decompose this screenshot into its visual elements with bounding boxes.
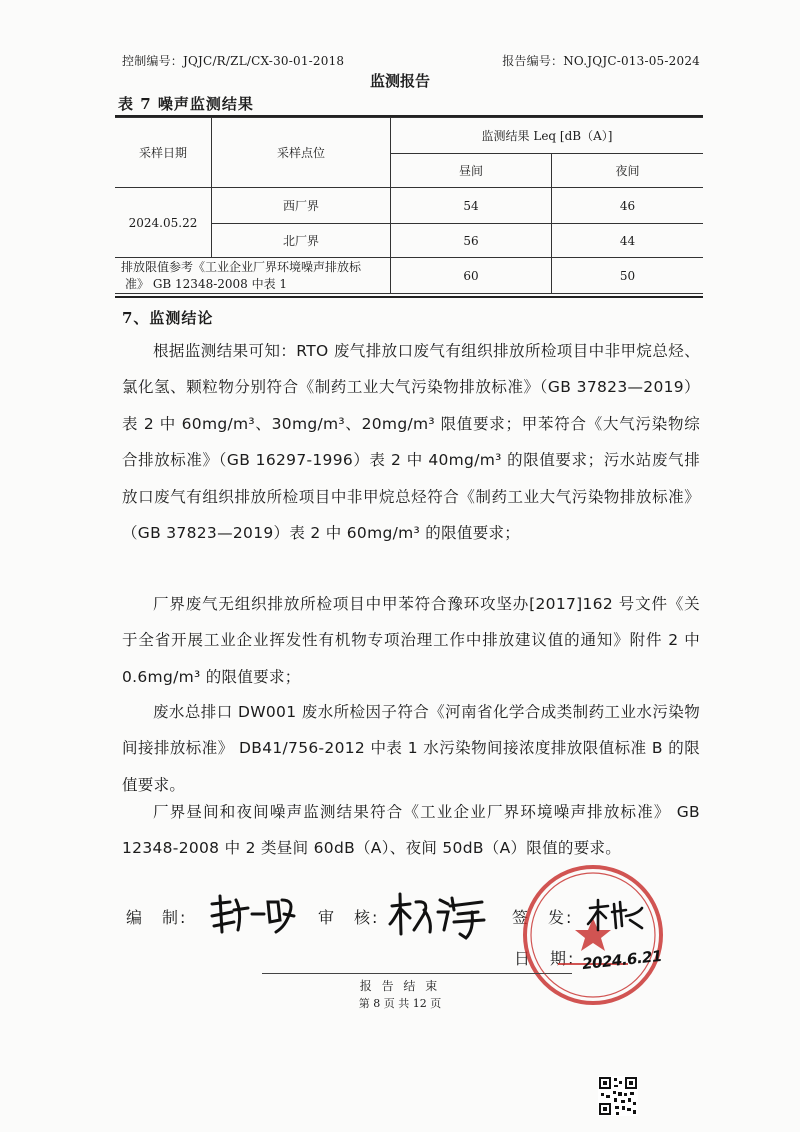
sign-date-value: 2024.6.21 [581, 946, 663, 974]
control-number: 控制编号：JQJC/R/ZL/CX-30-01-2018 [122, 54, 345, 68]
table-bottom-rule [115, 296, 703, 298]
compiler-signature [208, 892, 298, 938]
col-result-header: 监测结果 Leq [dB（A）] [391, 118, 704, 154]
table-row [115, 188, 703, 224]
conclusion-paragraph-2: 厂界废气无组织排放所检项目中甲苯符合豫环攻坚办[2017]162 号文件《关于全省开展工业企业挥发性有机物专项治理工作中排放建议值的通知》附件 2 中 0.6mg/m³ 的限值要求； [122, 595, 700, 686]
point-cell: 西厂界 [212, 188, 391, 224]
report-end-text: 报 告 结 束 [359, 979, 441, 993]
conclusion-paragraph-3: 废水总排口 DW001 废水所检因子符合《河南省化学合成类制药工业水污染物间接排放标准》 DB41/756-2012 中表 1 水污染物间接浓度排放限值标准 B 的限值要求。 [122, 703, 700, 794]
col-night-header: 夜间 [552, 154, 704, 188]
noise-results-table [115, 117, 703, 294]
col-point-header: 采样点位 [212, 118, 391, 188]
limit-night-value: 50 [552, 258, 704, 294]
issuer-label: 签 发: [512, 908, 574, 927]
limit-label-line-1: 排放限值参考《工业企业厂界环境噪声排放标 [121, 259, 362, 274]
page-number: 第 8 页 共 12 页 [358, 997, 442, 1010]
table-header-row [115, 118, 703, 154]
conclusion-paragraph-1: 根据监测结果可知：RTO 废气排放口废气有组织排放所检项目中非甲烷总烃、氯化氢、颗粒物分别符合《制药工业大气污染物排放标准》（GB 37823—2019）表 2 中 60mg/m³、30mg/m³、20mg/m³ 限值要求；甲苯符合《大气污染物综合排放标准》（GB 16297-1996）表 2 中 40mg/m³ 的限值要求；污水站废气排放口废气有组织排放所检项目中非甲烷总烃符合《制药工业大气污染物排放标准》（GB 37823—2019）表 2 中 60mg/m³ 的限值要求； [122, 342, 700, 543]
sample-date: 2024.05.22 [115, 188, 212, 258]
issuer-signature [586, 898, 646, 934]
qr-code [598, 1076, 638, 1116]
night-value: 46 [552, 188, 704, 224]
report-title: 监测报告 [369, 72, 430, 90]
report-number: 报告编号：NO.JQJC-013-05-2024 [502, 54, 700, 68]
reviewer-signature [388, 890, 488, 944]
reviewer-label: 审 核: [318, 908, 380, 927]
day-value: 54 [391, 188, 552, 224]
limit-day-value: 60 [391, 258, 552, 294]
date-label: 日 期: [514, 949, 576, 968]
point-cell: 北厂界 [212, 224, 391, 258]
limit-label [115, 258, 391, 294]
footer-rule [262, 973, 572, 974]
night-value: 44 [552, 224, 704, 258]
compiler-label: 编 制: [126, 908, 188, 927]
col-day-header: 昼间 [391, 154, 552, 188]
conclusion-heading: 7、监测结论 [122, 309, 214, 327]
col-date-header: 采样日期 [115, 118, 212, 188]
limit-label-line-2: 准》 GB 12348-2008 中表 1 [125, 276, 288, 291]
limit-row [115, 258, 703, 294]
table-title: 表 7 噪声监测结果 [118, 95, 254, 113]
conclusion-paragraph-4: 厂界昼间和夜间噪声监测结果符合《工业企业厂界环境噪声排放标准》 GB 12348-2008 中 2 类昼间 60dB（A）、夜间 50dB（A）限值的要求。 [122, 803, 700, 858]
day-value: 56 [391, 224, 552, 258]
